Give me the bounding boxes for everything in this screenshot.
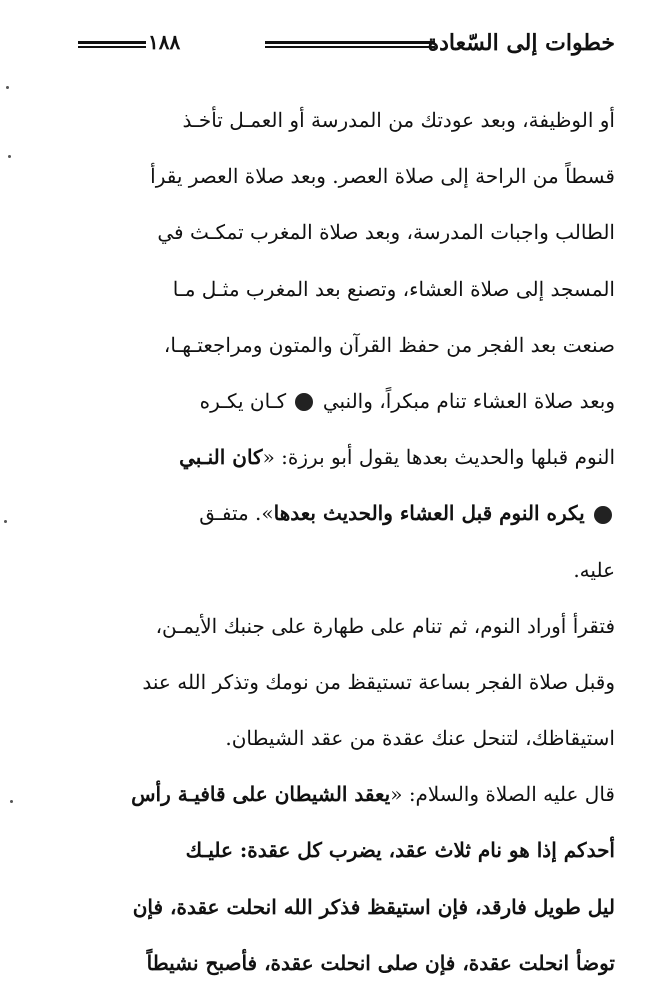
- page-body: [70, 92, 615, 991]
- text-line: وبعد صلاة العشاء تنام مبكراً، والنبي كـان يكـره: [199, 388, 615, 413]
- text-line: أحدكم إذا هو نام ثلاث عقد، يضرب كل عقدة: عليـك: [185, 838, 615, 863]
- text-line: فتقرأ أوراد النوم، ثم تنام على طهارة على جنبك الأيمـن،: [155, 613, 615, 638]
- hadith-text: يكره النوم قبل العشاء والحديث بعدها: [273, 501, 585, 526]
- scan-speck: [8, 155, 11, 158]
- honorific-seal-icon: [295, 393, 313, 411]
- text-line: أو الوظيفة، وبعد عودتك من المدرسة أو العمـل تأخـذ: [182, 108, 615, 132]
- text-line: قال عليه الصلاة والسلام: «يعقد الشيطان على قافيـة رأس: [131, 782, 615, 807]
- text-line: توضأ انحلت عقدة، فإن صلى انحلت عقدة، فأصبح نشيطاً: [146, 950, 615, 975]
- honorific-seal-icon: [594, 506, 612, 524]
- scan-speck: [4, 520, 7, 523]
- book-title: خطوات إلى السّعادة: [427, 30, 615, 56]
- header-rule-short: [78, 41, 146, 48]
- text-line: الطالب واجبات المدرسة، وبعد صلاة المغرب تمكـث في: [157, 220, 615, 245]
- text-line: النوم قبلها والحديث بعدها يقول أبو برزة: «كان النـبي: [179, 445, 615, 470]
- text-line: عليه.: [573, 557, 615, 582]
- text-line: استيقاظك، لتنحل عنك عقدة من عقد الشيطان.: [225, 726, 615, 751]
- scan-speck: [6, 86, 9, 89]
- hadith-text: يعقد الشيطان على قافيـة رأس: [131, 782, 391, 807]
- page-header: [70, 30, 615, 62]
- hadith-text: كان النـبي: [179, 445, 263, 470]
- text-line: ليل طويل فارقد، فإن استيقظ فذكر الله انحلت عقدة، فإن: [132, 894, 615, 919]
- scan-speck: [10, 800, 13, 803]
- text-line: المسجد إلى صلاة العشاء، وتصنع بعد المغرب مثـل مـا: [172, 276, 615, 301]
- header-rule: [265, 41, 435, 48]
- page-number: ١٨٨: [148, 30, 181, 54]
- text-line: صنعت بعد الفجر من حفظ القرآن والمتون ومراجعتـهـا،: [163, 332, 615, 357]
- text-line: يكره النوم قبل العشاء والحديث بعدها». متفـق: [70, 485, 615, 541]
- text-line: وقبل صلاة الفجر بساعة تستيقظ من نومك وتذكر الله عند: [142, 669, 615, 694]
- text-line: قسطاً من الراحة إلى صلاة العصر. وبعد صلاة العصر يقرأ: [150, 164, 615, 189]
